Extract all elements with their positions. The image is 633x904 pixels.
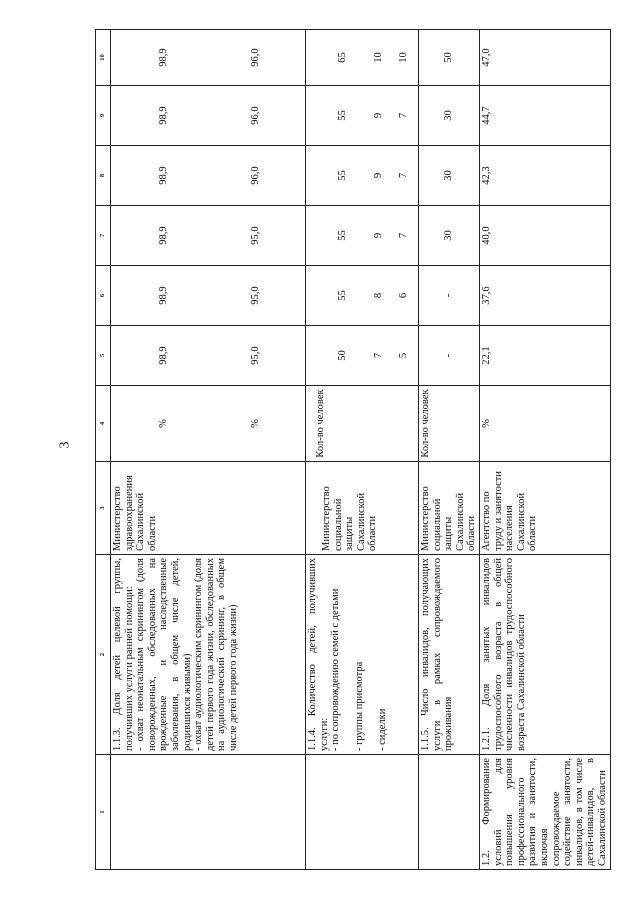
indicator-cell <box>111 555 306 755</box>
value: 98,9 <box>158 106 169 125</box>
header-cell: 9 <box>96 86 111 146</box>
value-cell: 42,3 <box>479 146 610 206</box>
unit-cell <box>306 386 419 462</box>
value: 55 <box>337 230 348 241</box>
header-row <box>96 30 111 870</box>
value: 9 <box>372 112 384 119</box>
value-cell <box>111 266 306 326</box>
executor-cell <box>306 462 419 555</box>
goal-cell <box>111 755 306 870</box>
header-cell: 1 <box>96 755 111 870</box>
value: 95,0 <box>249 226 261 245</box>
header-cell: 3 <box>96 462 111 555</box>
goal-cell: 1.2. Формирование условий для повышения уровня профессионального развития и занятости, включая сопровождаемое содействие занятости, инвалидов, в том числе детей-инвалидов, в Сахалинской области <box>479 755 610 870</box>
indicator-title: 1.1.3. Доля детей целевой группы, получивших услуги ранней помощи: <box>112 558 135 751</box>
value: 95,0 <box>249 346 261 365</box>
table-row <box>111 30 306 870</box>
value-cell <box>111 326 306 386</box>
value-cell: 22,1 <box>479 326 610 386</box>
value: 96,0 <box>249 166 261 185</box>
header-cell: 7 <box>96 206 111 266</box>
value: 55 <box>337 170 348 181</box>
goal-cell <box>419 755 480 870</box>
indicator-cell: 1.2.1. Доля занятых инвалидов трудоспособного возраста в общей численности инвалидов трудоспособного возраста Сахалинской области <box>479 555 610 755</box>
value-cell <box>306 206 419 266</box>
indicators-table <box>95 29 611 870</box>
value-cell: 47,0 <box>479 30 610 86</box>
unit-cell: Кол-во человек <box>419 386 480 462</box>
value: 96,0 <box>249 48 261 67</box>
header-cell: 2 <box>96 555 111 755</box>
value: 96,0 <box>249 106 261 125</box>
value-cell: 30 <box>419 206 480 266</box>
indicator-cell <box>306 555 419 755</box>
indicator-subitem: - группы присмотра <box>353 661 365 751</box>
rotated-table-wrapper <box>95 30 608 870</box>
value: 9 <box>372 232 384 239</box>
value-cell <box>306 266 419 326</box>
value: 55 <box>337 110 348 121</box>
executor-cell: Агентство по труду и занятости населения Сахалинской области <box>479 462 610 555</box>
indicator-cell: 1.1.5. Число инвалидов, получающих услуги в рамках сопровождаемого проживания <box>419 555 480 755</box>
header-cell: 8 <box>96 146 111 206</box>
page-number: 3 <box>57 441 73 449</box>
executor-text: Министерство социальной защиты Сахалинской области <box>321 486 379 551</box>
indicator-title: 1.1.4. Количество детей, получивших услуги: <box>307 558 330 751</box>
value-cell: 44,7 <box>479 86 610 146</box>
value: 7 <box>398 112 410 119</box>
value: 5 <box>398 352 410 359</box>
unit-cell <box>111 386 306 462</box>
header-cell: 10 <box>96 30 111 86</box>
value: 98,9 <box>158 346 169 365</box>
value: 98,9 <box>158 48 169 67</box>
executor-cell: Министерство социальной защиты Сахалинской области <box>419 462 480 555</box>
value-cell <box>111 30 306 86</box>
value-cell: 30 <box>419 86 480 146</box>
value: 8 <box>372 292 384 299</box>
value: 9 <box>372 172 384 179</box>
value: 7 <box>398 232 410 239</box>
value: 10 <box>398 52 410 63</box>
value: 65 <box>337 52 348 63</box>
indicator-subitem: - сиделки <box>377 708 389 751</box>
value: 7 <box>372 352 384 359</box>
table-row <box>306 30 419 870</box>
table-row <box>479 30 610 870</box>
unit-value: % <box>249 419 261 428</box>
value: 7 <box>398 172 410 179</box>
value: 98,9 <box>158 226 169 245</box>
value: 98,9 <box>158 166 169 185</box>
goal-cell <box>306 755 419 870</box>
value: 55 <box>337 290 348 301</box>
indicator-subitem: - по сопровождению семей с детьми <box>330 588 342 751</box>
unit-value: % <box>158 419 169 428</box>
indicator-subitem: - охват аудиологическим скринингом (доля детей первого года жизни, обследованных на аудиологический скрининг, в общем числе детей первого года жизни) <box>193 558 239 751</box>
value-cell <box>111 86 306 146</box>
value-cell: 50 <box>419 30 480 86</box>
value-cell <box>111 206 306 266</box>
value: 6 <box>398 292 410 299</box>
value: 98,9 <box>158 286 169 305</box>
executor-cell: Министерство здравоохранения Сахалинской области <box>111 462 306 555</box>
value: 10 <box>372 52 384 63</box>
value-cell <box>306 30 419 86</box>
value-cell <box>306 146 419 206</box>
value-cell <box>306 86 419 146</box>
value-cell: 40,0 <box>479 206 610 266</box>
value: 50 <box>337 350 348 361</box>
indicator-subitem: - охват неонатальным скринингом (доля новорожденных, обследованных на врожденные и наследственные заболевания, в общем числе детей, родившихся живыми) <box>135 558 193 751</box>
header-cell: 5 <box>96 326 111 386</box>
value-cell <box>306 326 419 386</box>
header-cell: 4 <box>96 386 111 462</box>
header-cell: 6 <box>96 266 111 326</box>
unit-value: Кол-во человек <box>315 389 326 458</box>
value: 95,0 <box>249 286 261 305</box>
unit-cell: % <box>479 386 610 462</box>
value-cell: 37,6 <box>479 266 610 326</box>
value-cell: - <box>419 326 480 386</box>
table-row <box>419 30 480 870</box>
value-cell: 30 <box>419 146 480 206</box>
value-cell <box>111 146 306 206</box>
value-cell: - <box>419 266 480 326</box>
